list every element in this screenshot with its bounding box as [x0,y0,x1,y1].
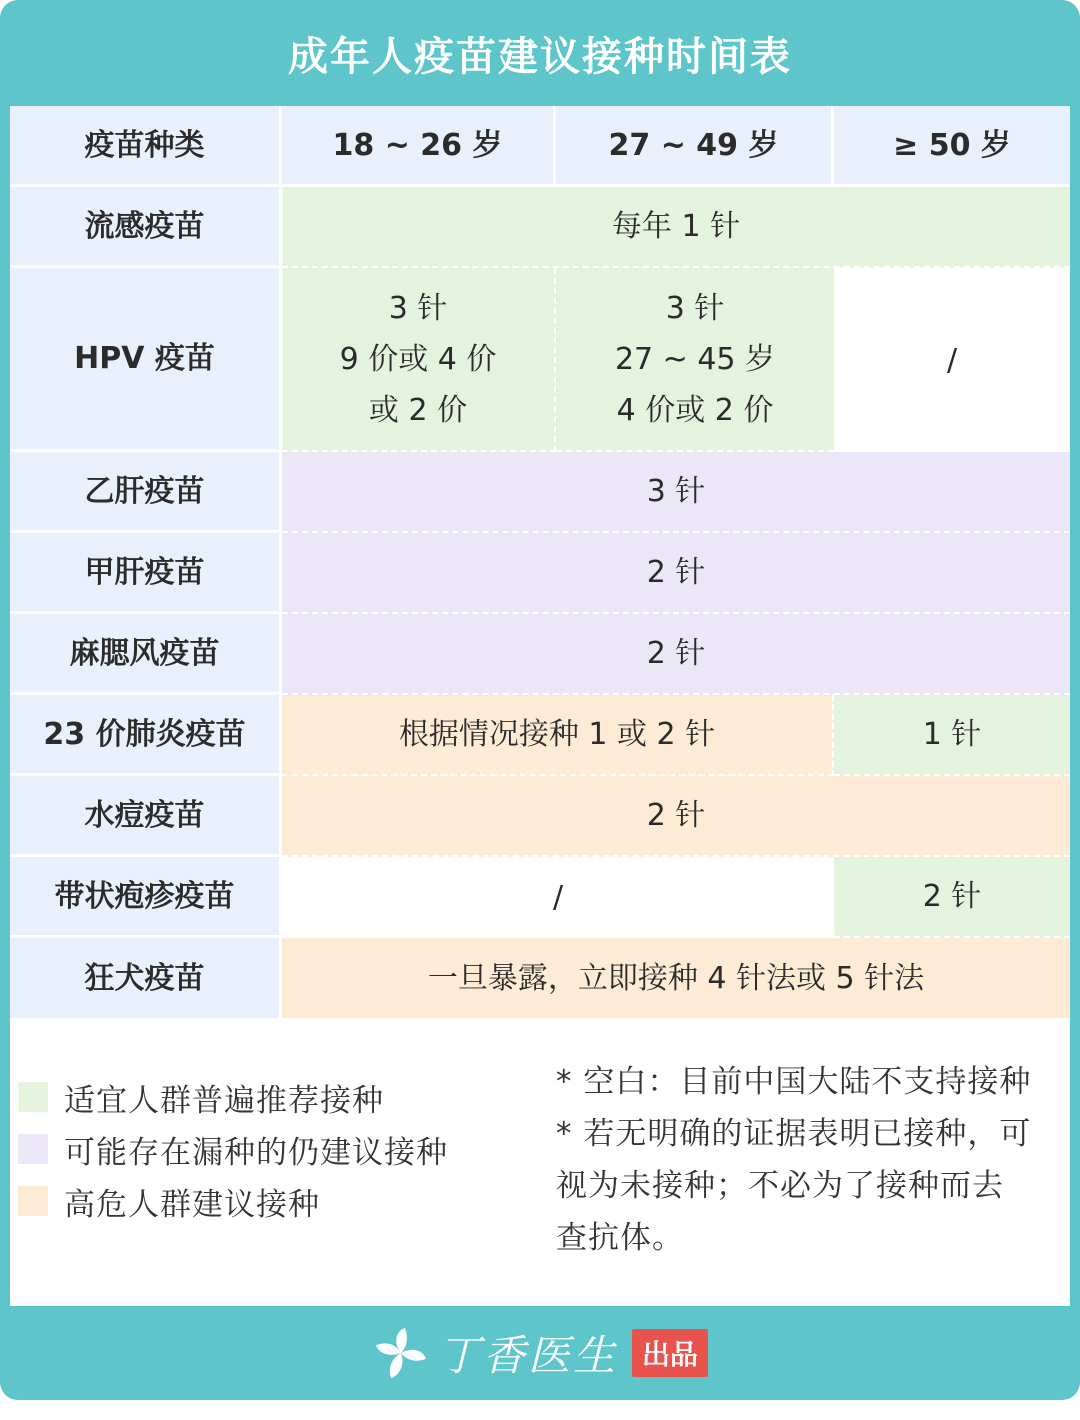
content-panel [10,106,1070,1306]
cell-hpv-50-plus: / [834,268,1070,452]
row-name-mmr: 麻腮风疫苗 [10,614,282,695]
legend-swatch-purple [18,1134,48,1164]
clove-flower-logo-icon [372,1324,430,1382]
cell-varicella-all: 2 针 [282,776,1070,857]
cell-hepatitis-b-all: 3 针 [282,452,1070,533]
row-name-zoster: 带状疱疹疫苗 [10,857,282,938]
legend-label: 高危人群建议接种 [64,1186,320,1223]
row-name-flu: 流感疫苗 [10,187,282,268]
row-name-pneumococcal-23: 23 价肺炎疫苗 [10,695,282,776]
cell-hpv-18-26-line3: 或 2 价 [368,392,468,428]
legend-label: 适宜人群普遍推荐接种 [64,1082,384,1119]
row-name-hepatitis-b: 乙肝疫苗 [10,452,282,533]
legend-item-recommended [18,1071,538,1123]
header-age-50-plus: ≥ 50 岁 [834,106,1070,187]
cell-zoster-50-plus: 2 针 [834,857,1070,938]
header-age-27-49: 27 ~ 49 岁 [556,106,834,187]
row-name-hepatitis-a: 甲肝疫苗 [10,533,282,614]
cell-hpv-27-49-line2: 27 ~ 45 岁 [614,341,776,377]
header-vaccine-type: 疫苗种类 [10,106,282,187]
cell-rabies-all: 一旦暴露，立即接种 4 针法或 5 针法 [282,938,1070,1018]
vaccine-schedule-table [10,106,1070,1018]
brand-tag: 出品 [632,1329,708,1377]
row-name-varicella: 水痘疫苗 [10,776,282,857]
cell-hpv-27-49-line1: 3 针 [665,290,725,326]
footnote-line: * 若无明确的证据表明已接种，可 [556,1116,1032,1152]
cell-hpv-18-26-line1: 3 针 [388,290,448,326]
footnotes [556,1056,1066,1264]
page-title: 成年人疫苗建议接种时间表 [288,33,792,80]
footnote-line: * 空白：目前中国大陆不支持接种 [556,1064,1032,1100]
footnote-line: 视为未接种；不必为了接种而去 [556,1168,1004,1204]
row-name-rabies: 狂犬疫苗 [10,938,282,1018]
cell-hpv-18-26 [282,268,556,452]
brand-name: 丁香医生 [437,1331,618,1380]
cell-pneumococcal-50-plus: 1 针 [834,695,1070,776]
row-name-hpv: HPV 疫苗 [10,268,282,452]
legend-item-high-risk [18,1175,538,1227]
cell-hpv-27-49 [556,268,834,452]
cell-hepatitis-a-all: 2 针 [282,533,1070,614]
cell-flu-all: 每年 1 针 [282,187,1070,268]
color-legend [18,1071,538,1227]
legend-swatch-orange [18,1186,48,1216]
footnote-line: 查抗体。 [556,1220,684,1256]
cell-hpv-18-26-line2: 9 价或 4 价 [339,341,497,377]
cell-pneumococcal-18-49: 根据情况接种 1 或 2 针 [282,695,834,776]
cell-hpv-27-49-line3: 4 价或 2 价 [616,392,774,428]
header-age-18-26: 18 ~ 26 岁 [282,106,556,187]
cell-zoster-18-49: / [282,857,834,938]
cell-mmr-all: 2 针 [282,614,1070,695]
legend-item-catch-up [18,1123,538,1175]
legend-label: 可能存在漏种的仍建议接种 [64,1134,448,1171]
footer-brand [0,1306,1080,1400]
legend-swatch-green [18,1082,48,1112]
